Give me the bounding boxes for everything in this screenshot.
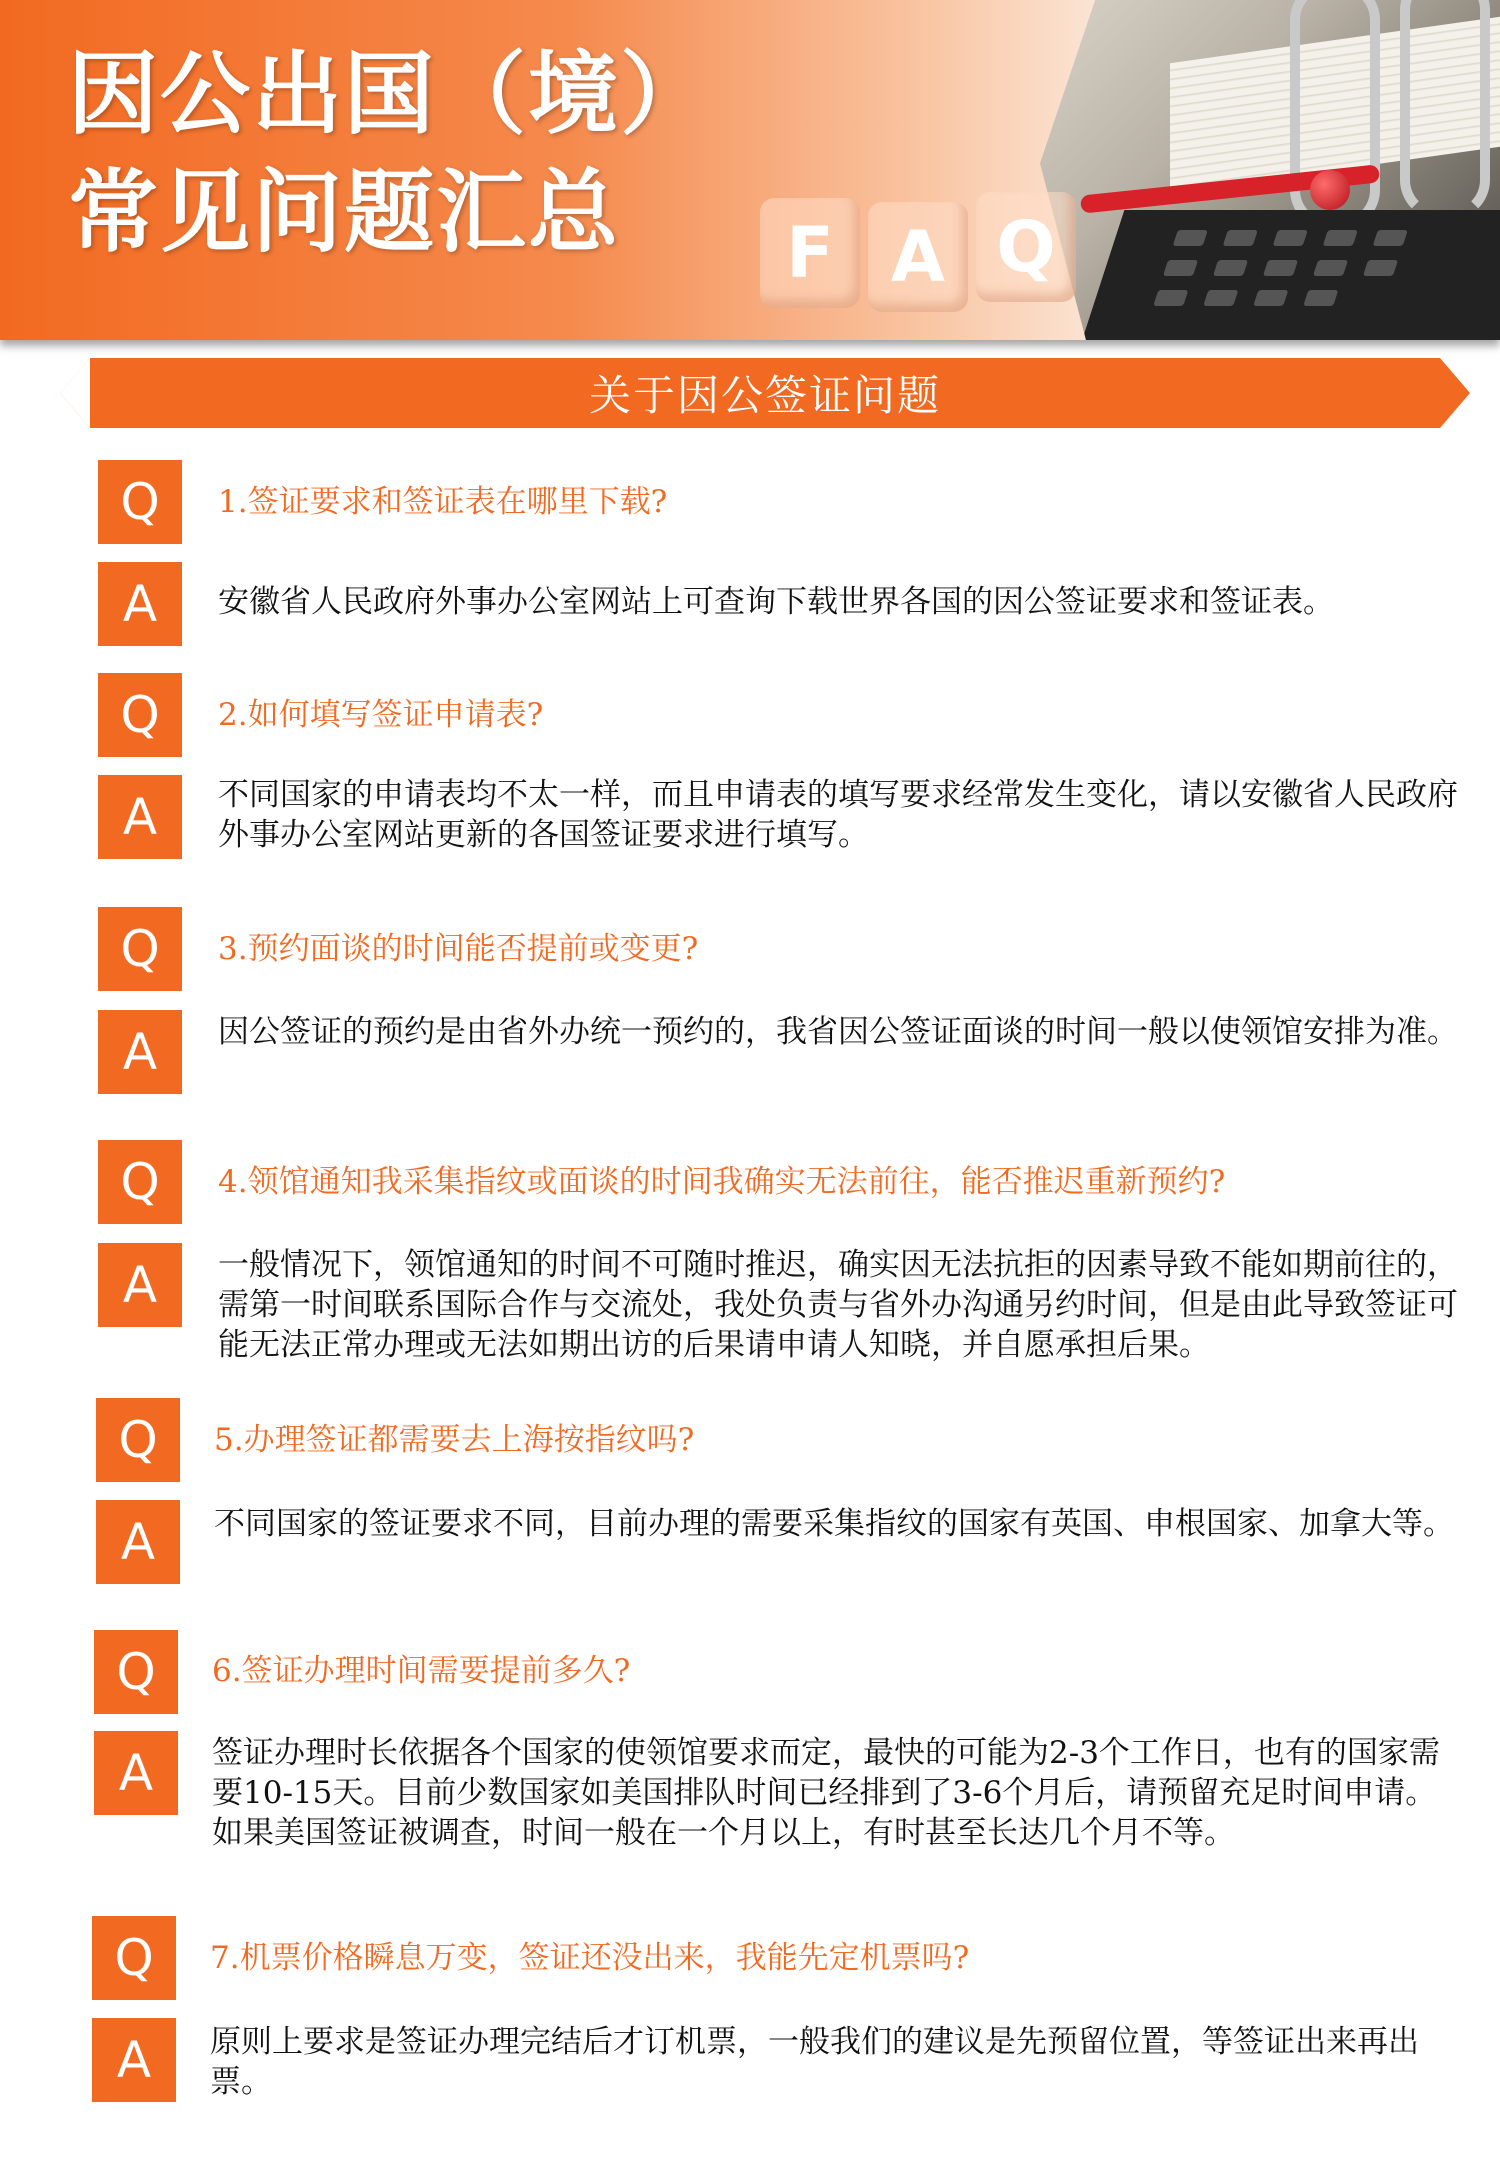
faq-cube-f: F <box>760 198 860 308</box>
answer-badge: A <box>98 562 182 646</box>
faq-cubes-graphic <box>760 198 1080 318</box>
question-text: 6.签证办理时间需要提前多久? <box>212 1653 631 1689</box>
answer-badge: A <box>98 775 182 859</box>
section-title: 关于因公签证问题 <box>588 371 941 420</box>
binder-calculator-photo <box>1040 0 1500 340</box>
question-badge: Q <box>96 1398 180 1482</box>
question-text: 3.预约面谈的时间能否提前或变更? <box>218 931 699 967</box>
question-badge: Q <box>98 673 182 757</box>
faq-cube-q: Q <box>976 192 1076 302</box>
faq-cube-a: A <box>868 202 968 312</box>
question-text: 7.机票价格瞬息万变，签证还没出来，我能先定机票吗? <box>210 1940 970 1976</box>
header-banner <box>0 0 1500 340</box>
question-badge: Q <box>98 460 182 544</box>
answer-text: 签证办理时长依据各个国家的使领馆要求而定，最快的可能为2-3个工作日，也有的国家需要10-15天。目前少数国家如美国排队时间已经排到了3-6个月后，请预留充足时间申请。如果美国签证被调查，时间一般在一个月以上，有时甚至长达几个月不等。 <box>212 1735 1440 1851</box>
question-badge: Q <box>98 907 182 991</box>
question-text: 4.领馆通知我采集指纹或面谈的时间我确实无法前往，能否推迟重新预约? <box>218 1164 1226 1200</box>
answer-badge: A <box>94 1731 178 1815</box>
question-text: 5.办理签证都需要去上海按指纹吗? <box>214 1422 695 1458</box>
answer-text: 原则上要求是签证办理完结后才订机票，一般我们的建议是先预留位置，等签证出来再出票。 <box>210 2024 1419 2100</box>
question-text: 2.如何填写签证申请表? <box>218 697 544 733</box>
answer-text: 安徽省人民政府外事办公室网站上可查询下载世界各国的因公签证要求和签证表。 <box>218 584 1334 620</box>
answer-text: 因公签证的预约是由省外办统一预约的，我省因公签证面谈的时间一般以使领馆安排为准。 <box>218 1014 1458 1050</box>
answer-badge: A <box>96 1500 180 1584</box>
page-title-line2: 常见问题汇总 <box>68 160 620 265</box>
answer-text: 一般情况下，领馆通知的时间不可随时推迟，确实因无法抗拒的因素导致不能如期前往的，需第一时间联系国际合作与交流处，我处负责与省外办沟通另约时间，但是由此导致签证可能无法正常办理或无法如期出访的后果请申请人知晓，并自愿承担后果。 <box>218 1247 1458 1363</box>
question-badge: Q <box>98 1140 182 1224</box>
question-badge: Q <box>92 1916 176 2000</box>
page-title-line1: 因公出国（境） <box>68 42 712 147</box>
question-badge: Q <box>94 1630 178 1714</box>
question-text: 1.签证要求和签证表在哪里下载? <box>218 484 668 520</box>
answer-badge: A <box>98 1010 182 1094</box>
answer-badge: A <box>92 2018 176 2102</box>
answer-text: 不同国家的签证要求不同，目前办理的需要采集指纹的国家有英国、申根国家、加拿大等。 <box>214 1506 1454 1542</box>
answer-badge: A <box>98 1243 182 1327</box>
answer-text: 不同国家的申请表均不太一样，而且申请表的填写要求经常发生变化，请以安徽省人民政府外事办公室网站更新的各国签证要求进行填写。 <box>218 777 1458 853</box>
section-header-bar <box>60 358 1470 428</box>
